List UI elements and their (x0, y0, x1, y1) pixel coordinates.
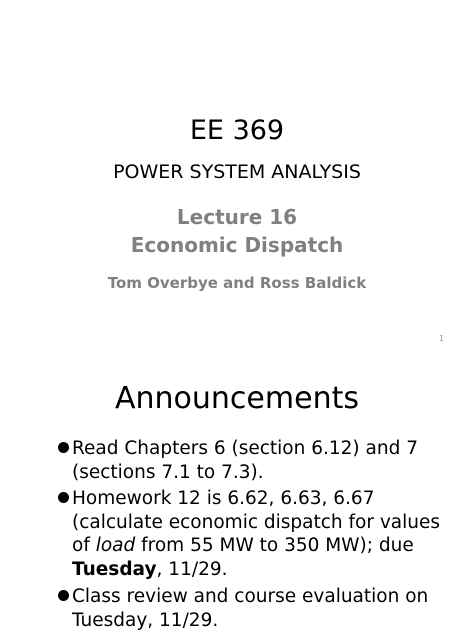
slide-heading: Announcements (115, 381, 359, 416)
course-code: EE 369 (189, 115, 285, 146)
lecture-number: Lecture 16 (176, 205, 298, 229)
bullet-list (0, 350, 474, 632)
page-number: 1 (438, 334, 444, 343)
emphasis-due-day: Tuesday (72, 558, 157, 580)
lecture-topic: Economic Dispatch (130, 233, 344, 257)
bullet-text (72, 437, 462, 484)
emphasis-load: load (95, 535, 136, 556)
bullet-line: Homework 12 is 6.62, 6.63, 6.67 (72, 488, 375, 509)
bullet-dot-icon (58, 492, 69, 503)
bullet-dot-icon (58, 590, 69, 601)
bullet-dot-icon (58, 442, 69, 453)
bullet-line (72, 558, 462, 582)
bullet-line: Read Chapters 6 (section 6.12) and 7 (72, 438, 418, 459)
bullet-text-segment: , 11/29. (156, 558, 228, 580)
bullet-line: (calculate economic dispatch for values (72, 511, 441, 533)
bullet-line: (sections 7.1 to 7.3). (72, 461, 264, 483)
bullet-line: Class review and course evaluation on (72, 586, 429, 607)
bullet-text-segment: from 55 MW to 350 MW); due (135, 535, 414, 556)
bullet-text-segment: of (72, 535, 96, 556)
bullet-text (72, 487, 462, 581)
course-name: POWER SYSTEM ANALYSIS (113, 161, 361, 183)
authors: Tom Overbye and Ross Baldick (107, 274, 367, 292)
bullet-text (72, 585, 462, 632)
announcements-slide (0, 350, 474, 632)
bullet-line (72, 534, 462, 558)
bullet-line: Tuesday, 11/29. (72, 609, 219, 631)
